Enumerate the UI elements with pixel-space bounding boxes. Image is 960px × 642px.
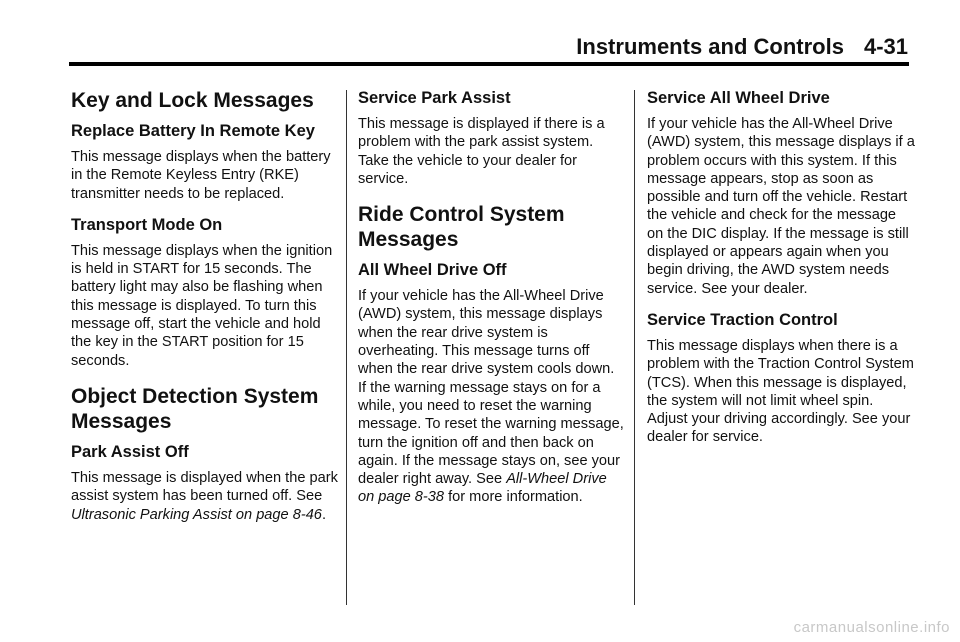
watermark: carmanualsonline.info bbox=[793, 619, 950, 636]
column-divider bbox=[634, 90, 635, 605]
cross-reference-link[interactable]: Ultrasonic Parking Assist on page 8‑46 bbox=[71, 506, 322, 523]
cross-reference-link[interactable]: All-Wheel Drive on page 8‑38 bbox=[358, 471, 607, 506]
paragraph-awd-off: If your vehicle has the All-Wheel Drive (AWD) system, this message displays when the rear drive system is overheating. This message turns off when the rear drive system cools down. If the warning message stays on for a while, you need to reset the warning message. To reset the warning message, turn the ignition off and then back on again. If the message stays on, see your dealer right away. See All-Wheel Drive on page 8‑38 for more information. bbox=[358, 288, 624, 506]
page-number: 4-31 bbox=[863, 34, 908, 59]
heading-park-assist-off: Park Assist Off bbox=[71, 442, 189, 461]
heading-ride-control: Ride Control System Messages bbox=[358, 203, 565, 252]
column-2 bbox=[358, 88, 626, 519]
section-title: Instruments and Controls bbox=[576, 34, 844, 59]
paragraph-service-awd: If your vehicle has the All-Wheel Drive (AWD) system, this message displays if a problem occurs with this system. If this message appears, stop as soon as possible and turn off the vehicle. Restart the vehicle and check for the message on the DIC display. If the message is still displayed or appears again when you begin driving, the AWD system needs service. See your dealer. bbox=[647, 116, 915, 297]
heading-transport-mode: Transport Mode On bbox=[71, 215, 223, 234]
paragraph-replace-battery: This message displays when the battery in the Remote Keyless Entry (RKE) transmitter needs to be replaced. bbox=[71, 149, 331, 202]
paragraph-park-assist-off: This message is displayed when the park assist system has been turned off. See Ultrasonic Parking Assist on page 8‑46. bbox=[71, 469, 338, 523]
heading-service-awd: Service All Wheel Drive bbox=[647, 89, 830, 107]
column-divider bbox=[346, 90, 347, 605]
paragraph-service-traction: This message displays when there is a problem with the Traction Control System (TCS). When this message is displayed, the system will not limit wheel spin. Adjust your driving accordingly. See your dealer for service. bbox=[647, 337, 914, 446]
heading-service-traction: Service Traction Control bbox=[647, 310, 838, 329]
column-1 bbox=[71, 88, 339, 536]
header-rule bbox=[69, 62, 909, 66]
heading-key-lock-messages: Key and Lock Messages bbox=[71, 89, 314, 112]
heading-object-detection: Object Detection System Messages bbox=[71, 384, 319, 433]
heading-replace-battery: Replace Battery In Remote Key bbox=[71, 122, 315, 140]
heading-service-park-assist: Service Park Assist bbox=[358, 89, 511, 107]
page-header bbox=[576, 34, 908, 60]
paragraph-transport-mode: This message displays when the ignition is held in START for 15 seconds. The battery light may also be flashing when this message is displayed. To turn this message off, start the vehicle and hold the key in the START position for 15 seconds. bbox=[71, 242, 333, 369]
column-3 bbox=[647, 88, 915, 459]
heading-awd-off: All Wheel Drive Off bbox=[358, 261, 507, 280]
paragraph-service-park-assist: This message is displayed if there is a problem with the park assist system. Take the vehicle to your dealer for service. bbox=[358, 116, 605, 187]
